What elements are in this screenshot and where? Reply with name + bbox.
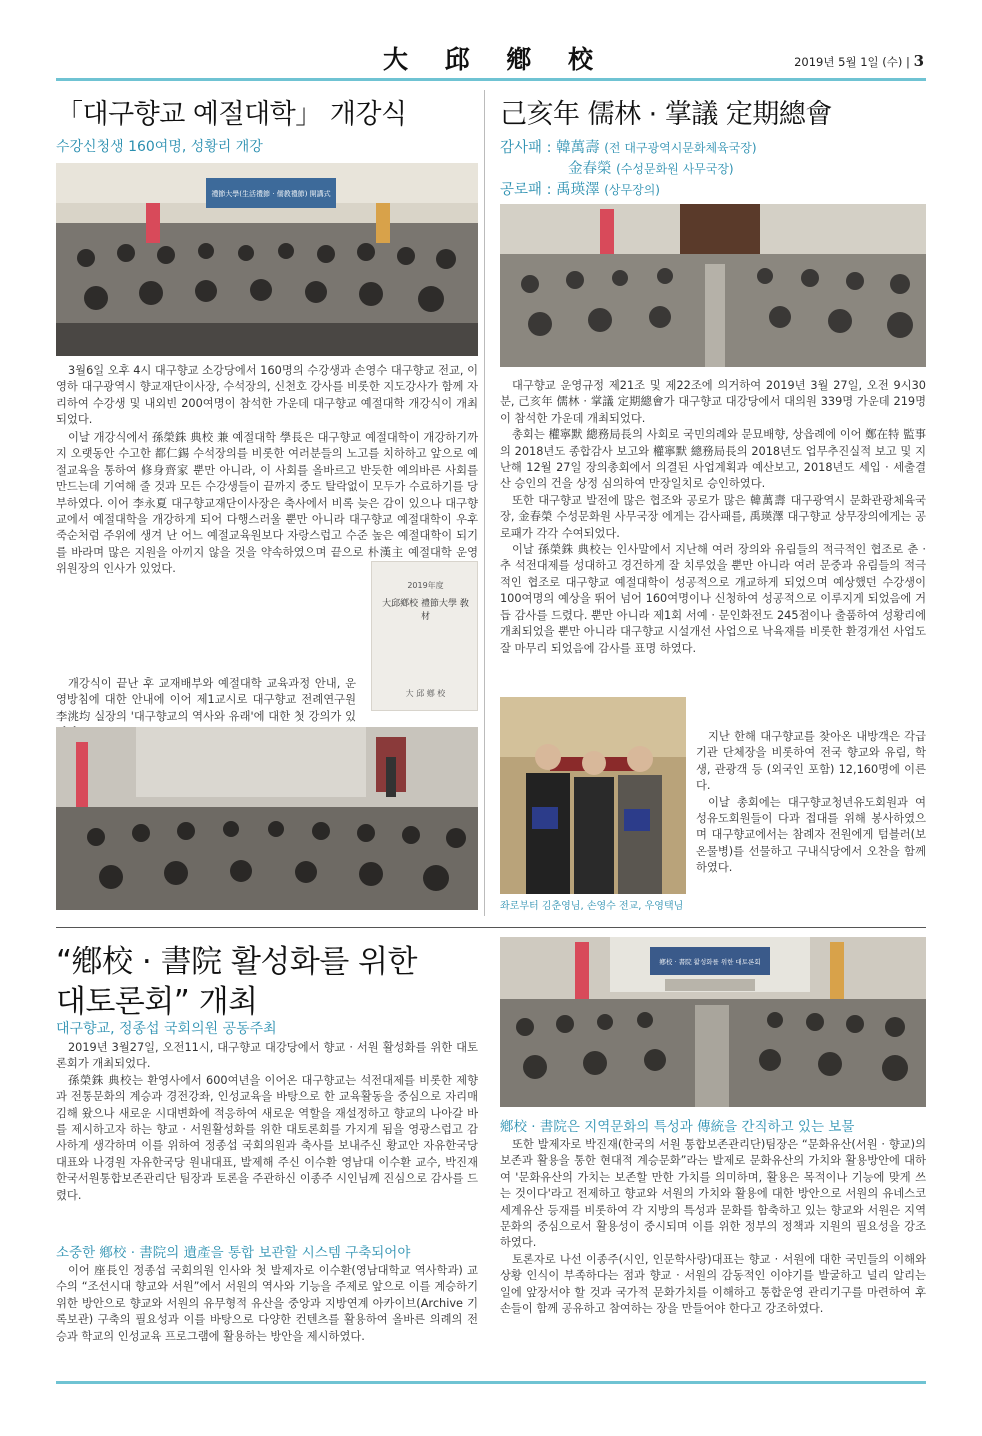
article3-body-left-bottom [56, 1263, 478, 1345]
article3-headline-line1: “鄕校 · 書院 활성화를 위한 [56, 944, 418, 980]
book-publisher: 大 邱 鄕 校 [405, 689, 446, 698]
article3-paragraph-4: 또한 발제자로 박진재(한국의 서원 통합보존관리단)팀장은 “문화유산(서원 · 향교)의 보존과 활용을 통한 현대적 계승문화”라는 발제로 문화유산의 가치와 활용방안에 대하여 '문화유산의 가치는 보존할 만한 가치를 의미하며, 활용은 목적이나 기능에 맞게 쓰는 것이다'라고 전제하고 향교와 서원의 가치와 활용에 대한 방안으로 서원의 유네스코 세계유산 등재를 비롯하여 각 지방의 특성과 문화를 함축하고 있는 향교와 서원은 지역문화의 중심으로서 활용성이 중시되며 이를 위한 정부의 정책과 지원의 필요성을 강조하였다. [500, 1138, 926, 1250]
article2-body-bottom [696, 729, 926, 877]
dateline: 2019년 5월 1일 (수) | 3 [794, 52, 924, 70]
article3-section-title: 소중한 鄕校 · 書院의 遺產을 통합 보관할 시스템 구축되어야 [56, 1245, 411, 1261]
column-divider [484, 90, 485, 916]
award-name-3: 禹瑛澤 [556, 182, 600, 198]
article3-banner-text: 鄕校 · 書院 활성화를 위한 대토론회 [659, 958, 761, 966]
award-name-1: 韓萬壽 [556, 140, 600, 156]
article1-photo-ceremony [56, 163, 478, 356]
article3-body-right [500, 1137, 926, 1317]
award-name-2: 金春榮 [568, 161, 612, 177]
award-desc-3: (상무장의) [604, 183, 660, 197]
book-series-label: 2019年度 [407, 581, 444, 590]
article2-paragraph-3: 또한 대구향교 발전에 많은 협조와 공로가 많은 韓萬壽 대구광역시 문화관광체육국장, 金春榮 수성문화원 사무국장 에게는 감사패를, 禹瑛澤 대구향교 상무장의에게는 공로패가 각각 수여되었다. [500, 493, 926, 540]
article1-photo-lecture [56, 727, 478, 910]
top-rule [56, 78, 926, 81]
article2-paragraph-5: 지난 한해 대구향교를 찾아온 내방객은 각급 기관 단체장을 비롯하여 전국 향교와 유림, 학생, 관광객 등 (외국인 포함) 12,160명에 이른다. [696, 730, 926, 793]
page-number: 3 [913, 52, 924, 70]
article1-body-mid [56, 430, 478, 578]
article1-body-top [56, 363, 478, 429]
article1-headline: 「대구향교 예절대학」 개강식 [56, 99, 407, 130]
article3-paragraph-3: 이어 座長인 정종섭 국회의원 인사와 첫 발제자로 이수환(영남대학교 역사학과) 교수의 “조선시대 향교와 서원”에서 서원의 역사와 기능을 주제로 앞으로 이를 계승하기 위한 방안으로 향교와 서원의 유무형적 유산을 중앙과 지방연계 아카이브(Archive 기록보관) 구축의 필요성과 이를 바탕으로 다양한 컨텐츠를 활용하여 올바른 의례의 전승과 학교의 인성교육 프로그램에 활용하는 방안을 제시하였다. [56, 1264, 478, 1343]
article2-paragraph-4: 이날 孫榮銖 典校는 인사말에서 지난해 여러 장의와 유림들의 적극적인 협조로 춘 · 추 석전대제를 성대하고 경건하게 잘 치루었을 뿐만 아니라 여러 문중과 유림들의 적극적인 협조로 대구향교 예절대학이 성공적으로 개교하게 되었으며 예상했던 수강생이 100여명의 예상을 뛰어 넘어 160여명이나 신청하여 성공적으로 이루지게 되었음에 거듭 감사를 드렸다. 뿐만 아니라 제1회 서예 · 문인화전도 245점이나 출품하여 성황리에 개최되었을 뿐만 아니라 대구향교 시설개선 사업으로 낙육재를 비롯한 환경개선 사업도 잘 마무리 되었음에 감사를 표명 하였다. [500, 543, 926, 655]
article3-photo-forum [500, 937, 926, 1107]
award-row-2 [568, 157, 734, 178]
article3-right-subheadline: 鄕校 · 書院은 지역문화의 특성과 傳統을 간직하고 있는 보물 [500, 1119, 855, 1135]
article1-paragraph-2: 이날 개강식에서 孫榮銖 典校 兼 예절대학 學長은 대구향교 예절대학이 개강하기까지 오랫동안 수고한 都仁錫 수석장의를 비롯한 여러분들의 노고를 치하하고 앞으로 예절교육을 통하여 修身齊家 뿐만 아니라, 이 사회를 올바르고 반듯한 예의바른 사회를 만드는데 기여해 줄 것과 모든 수강생들이 끝까지 중도 탈락없이 모두가 수료하기를 당부하였다. 이어 李永夏 대구향교재단이사장은 축사에서 비록 늦은 감이 있으나 대구향교에서 예절대학을 개강하게 되어 다행스러울 뿐만 아니라 대구향교 예절대학이 우후죽순처럼 주위에 생겨 난 어느 예절교육원보다 자랑스럽고 수준 높은 예절대학이 되기를 바라며 많은 지원을 아끼지 않을 것을 약속하였으며 끝으로 朴漢主 예절대학 운영위원장의 인사가 있었다. [56, 431, 478, 576]
article3-body-left [56, 1040, 478, 1204]
article3-paragraph-2: 孫榮銖 典校는 환영사에서 600여년을 이어온 대구향교는 석전대제를 비롯한 제향과 전통문화의 계승과 경전강좌, 인성교육을 바탕으로 한 교육활동을 중심으로 자리매김해 왔으나 새로운 시대변화에 적응하여 새로운 역할을 재설정하고 향교의 나아갈 바를 제시하고자 하는 향교 · 서원활성화를 위한 대토론회를 가지게 됨을 영광스럽고 감사하게 생각하며 이를 위하여 정종섭 국회의원과 축사를 보내주신 황교안 자유한국당 대표와 나경원 자유한국당 원내대표, 발제해 주신 이수환 영남대 이수환 교수, 박진재 한국서원통합보존관리단 팀장과 토론을 주관하신 이종주 시인님께 진심으로 감사를 드렸다. [56, 1073, 478, 1202]
article2-paragraph-1: 대구향교 운영규정 제21조 및 제22조에 의거하여 2019년 3월 27일, 오전 9시30분, 己亥年 儒林 · 掌議 定期總會가 대구향교 대강당에서 대의원 339명 가운데 219명이 참석한 가운데 개최되었다. [500, 379, 926, 425]
award-row-3 [500, 178, 660, 199]
award-desc-2: (수성문화원 사무국장) [616, 162, 734, 176]
textbook-cover-image [371, 561, 478, 711]
article2-paragraph-2: 총회는 權寧默 總務局長의 사회로 국민의례와 문묘배향, 상읍례에 이어 鄭在特 監事의 2018년도 종합감사 보고와 權寧默 總務局長의 2018년도 업무추진실적 보고 및 지난해 12월 27일 장의총회에서 의결된 사업계획과 예산보고, 2018년도 세입 · 세출결산 승인의 건을 상정 심의하여 만장일치로 승인하였다. [500, 428, 926, 491]
bottom-rule [56, 1381, 926, 1384]
article2-body-top [500, 378, 926, 657]
article1-banner-text: 禮節大學(生活禮節 · 儒教禮節) 開講式 [211, 190, 331, 198]
award-row-1 [500, 136, 757, 157]
book-title: 大邱鄕校 禮節大學 敎材 [382, 599, 469, 622]
article2-paragraph-6: 이날 총회에는 대구향교청년유도회원과 여성유도회원들이 다과 접대를 위해 봉사하였으며 대구향교에서는 참례자 전원에게 텀블러(보온물병)를 선물하고 구내식당에서 오찬을 함께 하였다. [696, 795, 926, 875]
award-desc-1: (전 대구광역시문화체육국장) [604, 141, 757, 155]
masthead-title: 大 邱 鄕 校 [382, 45, 608, 74]
award-label-3: 공로패 : [500, 182, 552, 198]
article1-subheadline: 수강신청생 160여명, 성황리 개강 [56, 139, 263, 155]
article3-paragraph-1: 2019년 3월27일, 오전11시, 대구향교 대강당에서 향교 · 서원 활성화를 위한 대토론회가 개최되었다. [56, 1041, 478, 1071]
article1-paragraph-1: 3월6일 오후 4시 대구향교 소강당에서 160명의 수강생과 손영수 대구향교 전교, 이영하 대구광역시 향교재단이사장, 수석장의, 신천호 강사를 비롯한 지도강사가 함께 자리하여 수강생 및 내외빈 200여명이 참석한 가운데 대구향교 예절대학 개강식이 개최되었다. [56, 364, 479, 427]
article2-photo-assembly [500, 204, 926, 367]
issue-date: 2019년 5월 1일 (수) [794, 55, 903, 69]
section-divider [56, 927, 926, 928]
article1-paragraph-3: 개강식이 끝난 후 교재배부와 예절대학 교육과정 안내, 운영방침에 대한 안내에 이어 제1교시로 대구향교 전례연구원 李洮均 실장의 '대구향교의 역사와 유래'에 대한 첫 강의가 있 [56, 677, 356, 723]
award-label-1: 감사패 : [500, 140, 552, 156]
article3-headline-line2: 대토론회” 개최 [56, 984, 258, 1020]
photo-caption: 좌로부터 김춘영님, 손영수 전교, 우영택님 [500, 901, 684, 912]
article3-subheadline: 대구향교, 정종섭 국회의원 공동주최 [56, 1021, 277, 1037]
award-recipients-photo [500, 697, 686, 894]
article3-paragraph-5: 토론자로 나선 이종주(시인, 인문학사랑)대표는 향교 · 서원에 대한 국민들의 이해와 상황 인식이 부족하다는 점과 향교 · 서원의 감동적인 이야기를 발굴하고 널리 알리는 일에 앞장서야 할 것과 국가적 문화가치를 이해하고 통합운영 관리기구를 마련하여 후손들이 함께 공유하고 참여하는 장을 만들어야 한다고 강조하였다. [500, 1252, 926, 1316]
article2-headline: 己亥年 儒林 · 掌議 定期總會 [500, 99, 832, 130]
